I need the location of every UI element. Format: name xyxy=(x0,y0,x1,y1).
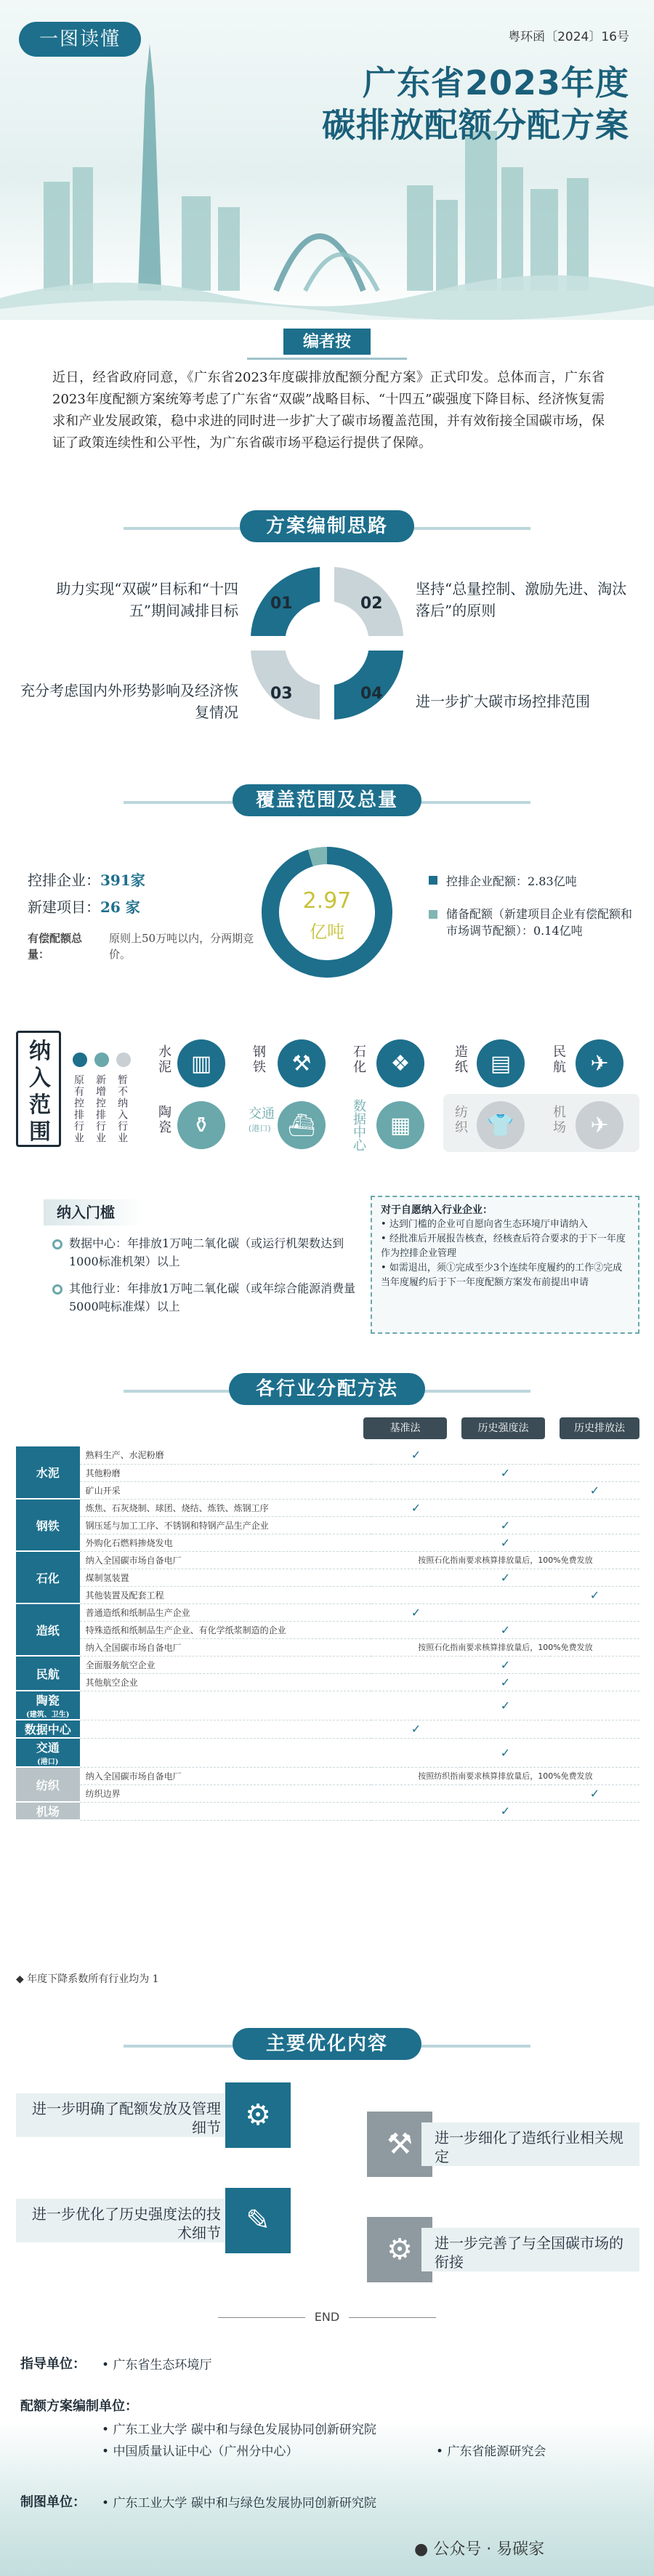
check-icon: ✓ xyxy=(371,1499,461,1516)
guide-label: 指导单位： xyxy=(20,2356,86,2372)
process-label: 纺织边界 xyxy=(80,1784,371,1802)
sector-label-transport: 交通 xyxy=(249,1106,275,1122)
editor-heading: 编者按 xyxy=(283,329,371,355)
editor-underline xyxy=(247,358,407,360)
sector-label-datacenter: 数据中心 xyxy=(351,1099,366,1151)
process-label: 其他装置及配套工程 xyxy=(80,1586,371,1603)
check-icon: ✓ xyxy=(461,1569,550,1586)
industry-cell: 水泥 xyxy=(16,1446,80,1499)
check-icon: ✓ xyxy=(550,1586,639,1603)
process-label: 其他粉磨 xyxy=(80,1464,371,1481)
table-row xyxy=(16,1464,639,1481)
empty-cell xyxy=(550,1720,639,1738)
airplane-icon: ✈ xyxy=(576,1039,623,1087)
empty-cell xyxy=(371,1738,461,1767)
check-icon: ✓ xyxy=(461,1464,550,1481)
total-allowance-value: 2.97 xyxy=(302,888,352,914)
industry-cell: 交通 (港口) xyxy=(16,1738,80,1767)
legend-swatch-reserve xyxy=(429,910,437,919)
industry-cell: 造纸 xyxy=(16,1603,80,1656)
empty-cell xyxy=(550,1446,639,1464)
end-marker: END xyxy=(314,2310,340,2324)
industry-cell: 钢铁 xyxy=(16,1499,80,1551)
industry-cell: 数据中心 xyxy=(16,1720,80,1738)
threshold-datacenter: 数据中心：年排放1万吨二氧化碳（或运行机架数达到1000标准机架）以上 xyxy=(69,1236,344,1268)
check-icon: ✓ xyxy=(550,1784,639,1802)
empty-cell xyxy=(550,1673,639,1691)
process-label xyxy=(80,1802,371,1820)
legend-dot-existing xyxy=(73,1052,87,1067)
page-title-line1: 广东省2023年度 xyxy=(362,63,629,102)
table-row xyxy=(16,1446,639,1464)
sector-label-textile: 纺织 xyxy=(453,1105,468,1135)
sector-label-ceramics: 陶瓷 xyxy=(156,1105,171,1135)
new-projects xyxy=(28,895,140,917)
optimization-item-4: 进一步完善了与全国碳市场的衔接 xyxy=(421,2228,639,2271)
empty-cell xyxy=(550,1621,639,1638)
thinking-item-2: 坚持“总量控制、激励先进、淘汰落后”的原则 xyxy=(416,580,627,619)
table-row xyxy=(16,1656,639,1673)
method-note: 按照石化指南要求核算排放量后，100%免费发放 xyxy=(371,1638,639,1656)
process-label: 其他航空企业 xyxy=(80,1673,371,1691)
process-label xyxy=(80,1691,371,1720)
ship-icon: ⛴ xyxy=(278,1101,326,1149)
empty-cell xyxy=(550,1534,639,1551)
table-row xyxy=(16,1499,639,1516)
controlled-enterprises xyxy=(28,869,145,890)
column-header-historical-intensity: 历史强度法 xyxy=(461,1417,545,1439)
section-heading-methods: 各行业分配方法 xyxy=(229,1373,425,1405)
empty-cell xyxy=(371,1656,461,1673)
empty-cell xyxy=(461,1481,550,1499)
sector-label-airport: 机场 xyxy=(551,1105,566,1135)
legend-existing: 原有控排行业 xyxy=(73,1074,84,1144)
process-label: 矿山开采 xyxy=(80,1481,371,1499)
table-row xyxy=(16,1569,639,1586)
legend-dot-new xyxy=(94,1052,109,1067)
thinking-item-3: 充分考虑国内外形势影响及经济恢复情况 xyxy=(20,682,238,721)
table-row xyxy=(16,1738,639,1767)
method-note: 按照纺织指南要求核算排放量后，100%免费发放 xyxy=(371,1767,639,1784)
empty-cell xyxy=(550,1499,639,1516)
check-icon: ✓ xyxy=(550,1481,639,1499)
divider xyxy=(218,2317,305,2318)
steel-icon: ⚒ xyxy=(278,1039,326,1087)
industry-cell: 石化 xyxy=(16,1551,80,1603)
paid-text: 原则上50万吨以内，分两期竞价。 xyxy=(109,932,254,961)
empty-cell xyxy=(371,1621,461,1638)
server-icon: ▦ xyxy=(376,1101,424,1149)
check-icon: ✓ xyxy=(371,1446,461,1464)
empty-cell xyxy=(550,1691,639,1720)
empty-cell xyxy=(371,1802,461,1820)
empty-cell xyxy=(371,1569,461,1586)
sector-label-steel: 钢铁 xyxy=(251,1045,266,1075)
check-icon: ✓ xyxy=(461,1673,550,1691)
hero-banner xyxy=(0,0,654,320)
sector-label-cement: 水泥 xyxy=(156,1045,171,1075)
process-label: 煤制氢装置 xyxy=(80,1569,371,1586)
page-title-line2: 碳排放配额分配方案 xyxy=(322,105,629,145)
process-label: 熟料生产、水泥粉磨 xyxy=(80,1446,371,1464)
process-label: 外购化石燃料掺烧发电 xyxy=(80,1534,371,1551)
section-heading-coverage: 覆盖范围及总量 xyxy=(233,784,421,816)
table-row xyxy=(16,1603,639,1621)
vase-icon: ⚱ xyxy=(177,1101,225,1149)
sector-label-paper: 造纸 xyxy=(453,1045,468,1075)
table-row xyxy=(16,1691,639,1720)
empty-cell xyxy=(371,1516,461,1534)
wechat-watermark: ● 公众号 · 易碳家 xyxy=(414,2540,545,2559)
table-row xyxy=(16,1481,639,1499)
table-row xyxy=(16,1673,639,1691)
table-row xyxy=(16,1534,639,1551)
section-heading-thinking: 方案编制思路 xyxy=(240,510,414,542)
empty-cell xyxy=(461,1720,550,1738)
gear-icon: ⚙ xyxy=(367,2217,432,2282)
legend-new: 新增控排行业 xyxy=(94,1074,106,1144)
process-label: 普通造纸和纸制品生产企业 xyxy=(80,1603,371,1621)
thinking-item-1: 助力实现“双碳”目标和“十四五”期间减排目标 xyxy=(56,580,238,619)
total-allowance-unit: 亿吨 xyxy=(310,922,344,942)
voluntary-note-2: • 经批准后开展报告核查，经核查后符合要求的于下一年度作为控排企业管理 xyxy=(381,1233,626,1259)
paid-label: 有偿配额总量： xyxy=(28,932,83,961)
legend-reserve: 储备配额（新建项目企业有偿配额和市场调节配额）：0.14亿吨 xyxy=(446,907,633,938)
empty-cell xyxy=(461,1499,550,1516)
bullet-icon xyxy=(52,1239,62,1249)
empty-cell xyxy=(550,1464,639,1481)
voluntary-note-1: • 达到门槛的企业可自愿向省生态环境厅申请纳入 xyxy=(381,1219,588,1230)
tools-icon: ⚒ xyxy=(367,2112,432,2177)
shirt-icon: 👕 xyxy=(477,1101,525,1149)
check-icon: ✓ xyxy=(461,1534,550,1551)
empty-cell xyxy=(461,1446,550,1464)
badge-infographic: 一图读懂 xyxy=(19,22,141,57)
table-row xyxy=(16,1802,639,1820)
voluntary-note-box xyxy=(371,1196,639,1334)
empty-cell xyxy=(550,1516,639,1534)
check-icon: ✓ xyxy=(461,1656,550,1673)
empty-cell xyxy=(371,1464,461,1481)
process-label: 特殊造纸和纸制品生产企业、有化学纸浆制造的企业 xyxy=(80,1621,371,1638)
threshold-heading: 纳入门槛 xyxy=(44,1199,145,1225)
check-icon: ✓ xyxy=(371,1720,461,1738)
process-label: 纳入全国碳市场自备电厂 xyxy=(80,1551,371,1569)
legend-controlled: 控排企业配额：2.83亿吨 xyxy=(446,874,577,888)
sector-label-petrochem: 石化 xyxy=(351,1045,366,1075)
controlled-label: 控排企业： xyxy=(28,872,100,889)
empty-cell xyxy=(371,1534,461,1551)
empty-cell xyxy=(461,1784,550,1802)
industry-cell: 机场 xyxy=(16,1802,80,1820)
industry-cell: 陶瓷 (建筑、卫生) xyxy=(16,1691,80,1720)
optimization-item-3: 进一步优化了历史强度法的技术细节 xyxy=(16,2199,234,2242)
table-row xyxy=(16,1784,639,1802)
process-label xyxy=(80,1720,371,1738)
controlled-value: 391家 xyxy=(100,872,145,889)
table-row xyxy=(16,1586,639,1603)
thinking-num-4: 04 xyxy=(360,685,383,703)
coop-unit-3: • 广东省能源研究会 xyxy=(436,2444,546,2459)
factory-icon: ▥ xyxy=(177,1039,225,1087)
empty-cell xyxy=(461,1603,550,1621)
empty-cell xyxy=(371,1481,461,1499)
coop-label: 配额方案编制单位： xyxy=(20,2399,138,2414)
industry-cell: 纺织 xyxy=(16,1767,80,1802)
table-row xyxy=(16,1621,639,1638)
empty-cell xyxy=(371,1784,461,1802)
coop-unit-1: • 广东工业大学 碳中和与绿色发展协同创新研究院 xyxy=(102,2423,376,2437)
sector-label-aviation: 民航 xyxy=(551,1045,566,1075)
empty-cell xyxy=(550,1656,639,1673)
check-icon: ✓ xyxy=(371,1603,461,1621)
empty-cell xyxy=(461,1586,550,1603)
empty-cell xyxy=(550,1569,639,1586)
thinking-item-4: 进一步扩大碳市场控排范围 xyxy=(416,693,590,710)
thinking-num-3: 03 xyxy=(270,685,293,703)
legend-dot-excluded xyxy=(116,1052,131,1067)
maker-unit: • 广东工业大学 碳中和与绿色发展协同创新研究院 xyxy=(102,2496,376,2511)
donut-slice-reserve xyxy=(310,856,327,858)
thinking-quad-diagram xyxy=(240,560,414,734)
table-row xyxy=(16,1720,639,1738)
process-label: 纳入全国碳市场自备电厂 xyxy=(80,1767,371,1784)
empty-cell xyxy=(550,1603,639,1621)
paper-icon: ▤ xyxy=(477,1039,525,1087)
maker-label: 制图单位： xyxy=(20,2495,86,2510)
threshold-other: 其他行业：年排放1万吨二氧化碳（或年综合能源消费量5000吨标准煤）以上 xyxy=(69,1281,356,1313)
new-value: 26 家 xyxy=(100,898,140,916)
optimization-item-1: 进一步明确了配额发放及管理细节 xyxy=(16,2093,234,2137)
bullet-icon xyxy=(52,1284,62,1295)
wrench-icon: ✎ xyxy=(225,2188,291,2253)
coop-unit-2: • 中国质量认证中心（广州分中心） xyxy=(102,2444,299,2459)
thinking-num-2: 02 xyxy=(360,595,383,613)
check-icon: ✓ xyxy=(461,1691,550,1720)
check-icon: ✓ xyxy=(461,1621,550,1638)
column-header-historical-emission: 历史排放法 xyxy=(560,1417,639,1439)
process-label: 全面服务航空企业 xyxy=(80,1656,371,1673)
new-label: 新建项目： xyxy=(28,898,100,916)
document-number: 粤环函〔2024〕16号 xyxy=(508,30,629,44)
guide-unit: • 广东省生态环境厅 xyxy=(102,2358,212,2372)
optimization-item-2: 进一步细化了造纸行业相关规定 xyxy=(421,2122,639,2166)
gear-icon: ⚙ xyxy=(225,2082,291,2148)
empty-cell xyxy=(371,1691,461,1720)
process-label xyxy=(80,1738,371,1767)
sector-sublabel-transport: (港口) xyxy=(249,1124,271,1133)
section-heading-optimizations: 主要优化内容 xyxy=(233,2028,421,2060)
plane-icon: ✈ xyxy=(576,1101,623,1149)
process-label: 纳入全国碳市场自备电厂 xyxy=(80,1638,371,1656)
check-icon: ✓ xyxy=(461,1516,550,1534)
check-icon: ✓ xyxy=(461,1802,550,1820)
thinking-num-1: 01 xyxy=(270,595,293,613)
table-row xyxy=(16,1551,639,1569)
empty-cell xyxy=(371,1586,461,1603)
method-note: 按照石化指南要求核算排放量后，100%免费发放 xyxy=(371,1551,639,1569)
voluntary-note-3: • 如需退出，须①完成至少3个连续年度履约的工作②完成当年度履约后于下一年度配额方案发布前提出申请 xyxy=(381,1263,623,1288)
empty-cell xyxy=(550,1802,639,1820)
divider xyxy=(349,2317,436,2318)
table-footnote: ◆ 年度下降系数所有行业均为 1 xyxy=(16,1973,159,1985)
empty-cell xyxy=(550,1738,639,1767)
allocation-method-table xyxy=(16,1446,639,1821)
voluntary-note-title: 对于自愿纳入行业企业： xyxy=(381,1204,493,1216)
process-label: 钢压延与加工工序、不锈钢和特钢产品生产企业 xyxy=(80,1516,371,1534)
industry-cell: 民航 xyxy=(16,1656,80,1691)
process-label: 炼焦、石灰烧制、球团、烧结、炼铁、炼钢工序 xyxy=(80,1499,371,1516)
scope-heading: 纳 入 范 围 xyxy=(29,1039,51,1145)
legend-excluded: 暂不纳入行业 xyxy=(116,1074,128,1144)
table-row xyxy=(16,1638,639,1656)
column-header-benchmark: 基准法 xyxy=(363,1417,447,1439)
editor-paragraph: 近日，经省政府同意，《广东省2023年度碳排放配额分配方案》正式印发。总体而言，广东省2023年度配额方案统筹考虑了广东省“双碳”战略目标、“十四五”碳强度下降目标、经济恢复需求和产业发展政策，稳中求进的同时进一步扩大了碳市场覆盖范围，并有效衔接全国碳市场，保证了政策连续性和公平性，为广东省碳市场平稳运行提供了保障。 xyxy=(52,370,605,451)
oil-drop-icon: ❖ xyxy=(376,1039,424,1087)
legend-swatch-controlled xyxy=(429,876,437,885)
table-row xyxy=(16,1767,639,1784)
table-row xyxy=(16,1516,639,1534)
check-icon: ✓ xyxy=(461,1738,550,1767)
empty-cell xyxy=(371,1673,461,1691)
